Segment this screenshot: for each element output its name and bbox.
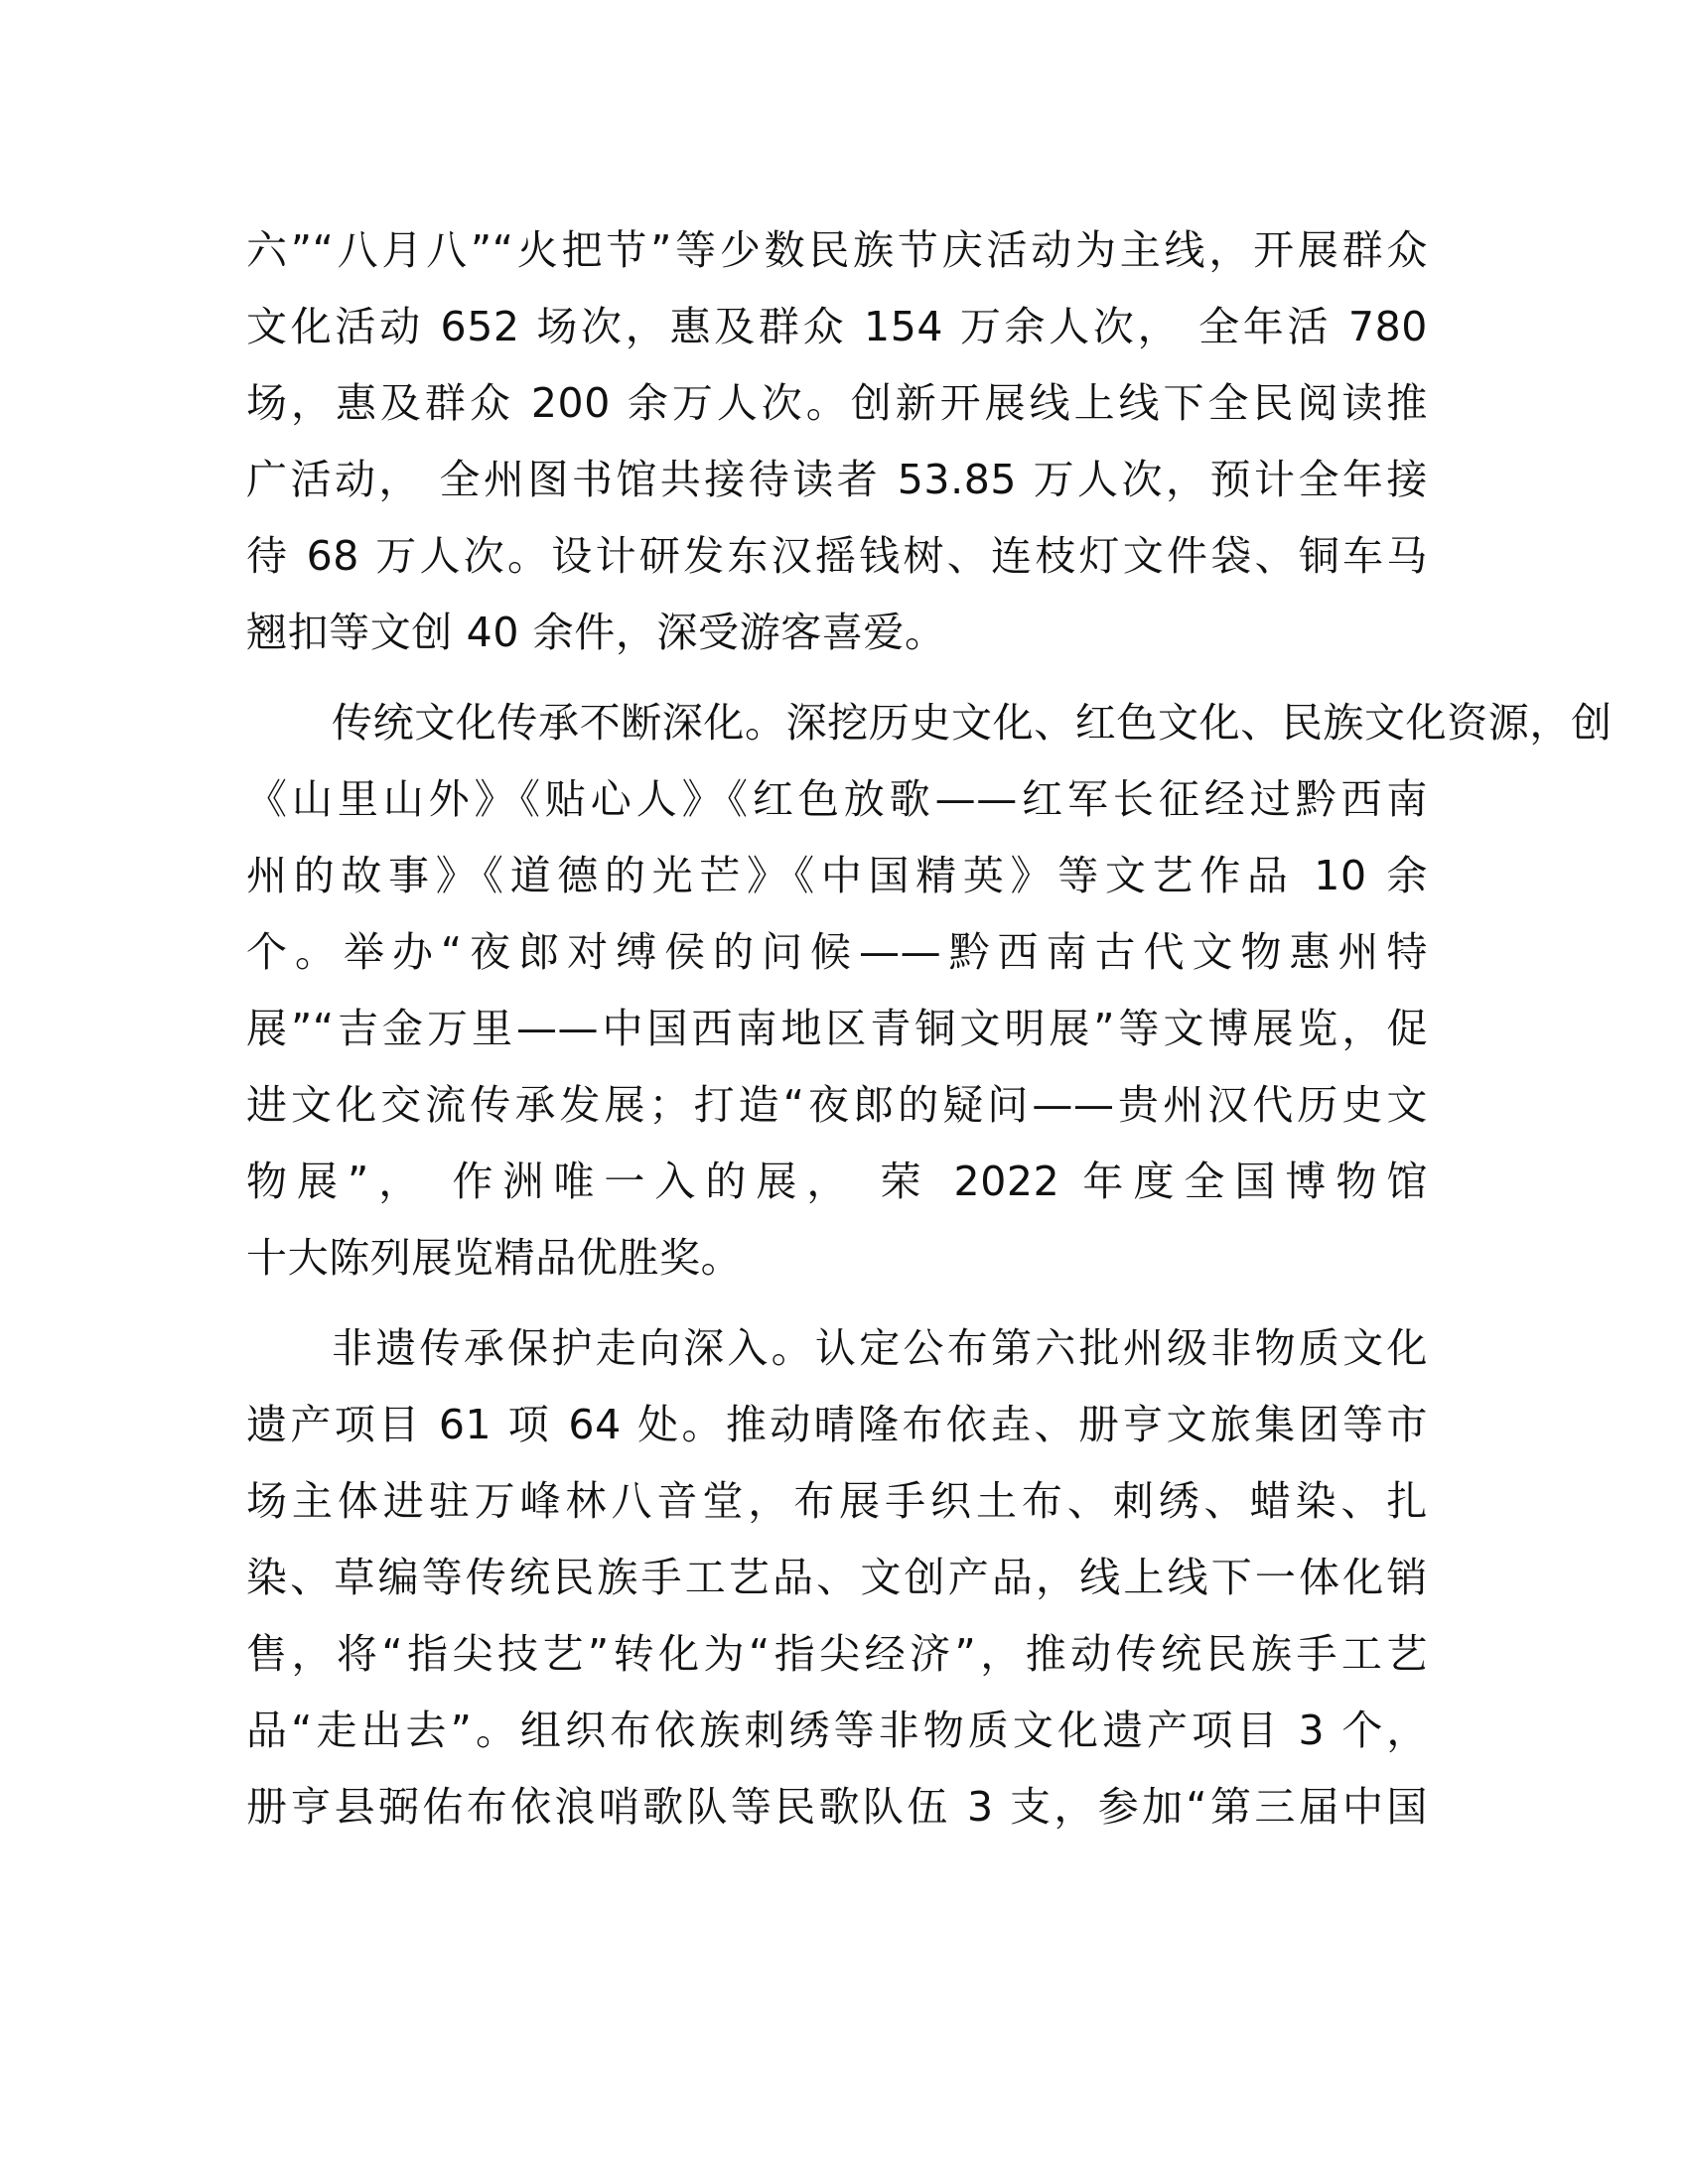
paragraph-intangible-heritage [246, 1310, 1428, 1845]
text-line: 文化活动 652 场次，惠及群众 154 万余人次， 全年活 780 [246, 303, 1428, 350]
text-line: 传统文化传承不断深化。深挖历史文化、红色文化、民族文化资源，创 [332, 699, 1613, 747]
text-line: 品“走出去”。组织布依族刺绣等非物质文化遗产项目 3 个， [246, 1706, 1428, 1754]
paragraph-traditional-culture [246, 685, 1613, 1297]
text-line: 六”“八月八”“火把节”等少数民族节庆活动为主线，开展群众 [246, 226, 1428, 274]
paragraph-culture-activities [246, 212, 1428, 671]
text-line: 售，将“指尖技艺”转化为“指尖经济”，推动传统民族手工艺 [246, 1630, 1428, 1678]
text-line: 物展”， 作洲唯一入的展， 荣 2022 年度全国博物馆 [246, 1158, 1428, 1205]
text-line: 待 68 万人次。设计研发东汉摇钱树、连枝灯文件袋、铜车马 [246, 532, 1428, 580]
text-line: 染、草编等传统民族手工艺品、文创产品，线上线下一体化销 [246, 1554, 1428, 1601]
text-line: 册亨县弼佑布依浪哨歌队等民歌队伍 3 支，参加“第三届中国 [246, 1783, 1428, 1831]
text-line: 非遗传承保护走向深入。认定公布第六批州级非物质文化 [332, 1324, 1428, 1372]
text-line: 遗产项目 61 项 64 处。推动晴隆布依垚、册亨文旅集团等市 [246, 1401, 1428, 1448]
text-line: 展”“吉金万里——中国西南地区青铜文明展”等文博展览，促 [246, 1005, 1428, 1052]
text-line: 翘扣等文创 40 余件，深受游客喜爱。 [246, 609, 946, 656]
text-line: 进文化交流传承发展；打造“夜郎的疑问——贵州汉代历史文 [246, 1081, 1428, 1129]
text-line: 场，惠及群众 200 余万人次。创新开展线上线下全民阅读推 [246, 379, 1428, 427]
document-page [246, 212, 1613, 1845]
text-line: 十大陈列展览精品优胜奖。 [246, 1234, 743, 1282]
text-line: 州的故事》《道德的光芒》《中国精英》等文艺作品 10 余 [246, 852, 1428, 899]
text-line: 《山里山外》《贴心人》《红色放歌——红军长征经过黔西南 [246, 775, 1428, 823]
text-line: 场主体进驻万峰林八音堂，布展手织土布、刺绣、蜡染、扎 [246, 1477, 1428, 1525]
text-line: 广活动， 全州图书馆共接待读者 53.85 万人次，预计全年接 [246, 456, 1428, 503]
text-line: 个。举办“夜郎对缚侯的问候——黔西南古代文物惠州特 [246, 928, 1428, 976]
